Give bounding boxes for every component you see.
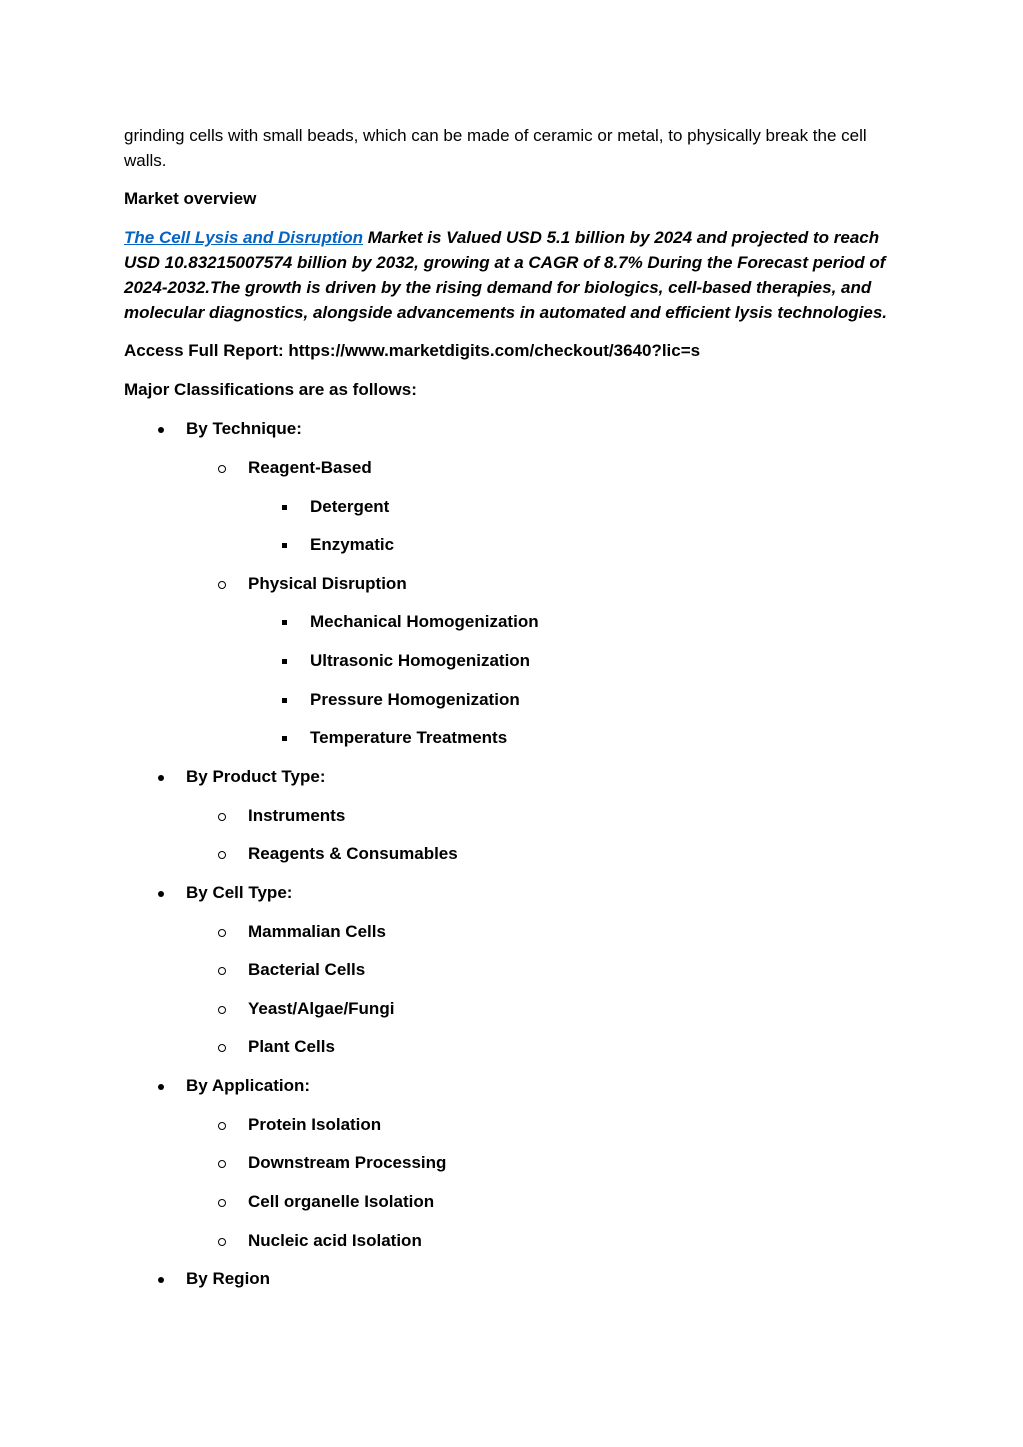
list-item [186, 1266, 270, 1291]
bullet-square-icon [278, 725, 290, 750]
bullet-circle-icon [215, 1034, 229, 1059]
bullet-dot-icon [155, 880, 167, 905]
list-item [248, 1150, 446, 1175]
bullet-circle-icon [215, 957, 229, 982]
list-item-label: Reagents & Consumables [248, 844, 458, 863]
list-item-label: Downstream Processing [248, 1153, 447, 1172]
bullet-circle-icon [215, 455, 229, 480]
list-item [310, 648, 530, 673]
list-item [248, 841, 458, 866]
list-item [248, 1228, 422, 1253]
bullet-circle-icon [215, 996, 229, 1021]
list-item [186, 1073, 310, 1098]
bullet-square-icon [278, 648, 290, 673]
bullet-dot-icon [155, 1266, 167, 1291]
market-summary-text: Market is Valued USD 5.1 billion by 2024 and projected to reach USD 10.83215007574 billion by 2032, growing at a CAGR of 8.7% During the Forecast period of 2024-2032.The growth is driven by the rising demand for biologics, cell-based therapies, and molecular diagnostics, alongside advancements in automated and efficient lysis technologies. [124, 228, 887, 322]
bullet-circle-icon [215, 571, 229, 596]
list-item [248, 803, 345, 828]
list-item-label: Yeast/Algae/Fungi [248, 999, 395, 1018]
list-item [310, 687, 520, 712]
list-item-label: By Cell Type: [186, 883, 293, 902]
market-summary-paragraph [124, 225, 899, 325]
list-item [310, 494, 389, 519]
list-item-label: By Application: [186, 1076, 311, 1095]
list-item [248, 919, 386, 944]
access-report-line: Access Full Report: https://www.marketdigits.com/checkout/3640?lic=s [124, 341, 701, 360]
list-item-label: Physical Disruption [248, 574, 407, 593]
bullet-circle-icon [215, 803, 229, 828]
list-item-label: Protein Isolation [248, 1115, 382, 1134]
bullet-circle-icon [215, 1150, 229, 1175]
list-item [310, 725, 507, 750]
bullet-square-icon [278, 687, 290, 712]
list-item [248, 455, 372, 480]
list-item [310, 609, 539, 634]
list-item-label: Cell organelle Isolation [248, 1192, 435, 1211]
bullet-circle-icon [215, 1228, 229, 1253]
bullet-square-icon [278, 532, 290, 557]
list-item-label: Pressure Homogenization [310, 690, 520, 709]
bullet-square-icon [278, 609, 290, 634]
list-item [248, 957, 365, 982]
major-classifications-heading: Major Classifications are as follows: [124, 380, 417, 399]
bullet-dot-icon [155, 1073, 167, 1098]
bullet-dot-icon [155, 416, 167, 441]
market-overview-heading: Market overview [124, 189, 257, 208]
list-item-label: Enzymatic [310, 535, 395, 554]
list-item-label: Bacterial Cells [248, 960, 366, 979]
bullet-dot-icon [155, 764, 167, 789]
list-item-label: By Technique: [186, 419, 302, 438]
list-item [248, 1034, 335, 1059]
list-item-label: Mechanical Homogenization [310, 612, 539, 631]
bullet-circle-icon [215, 1112, 229, 1137]
list-item-label: Nucleic acid Isolation [248, 1231, 422, 1250]
list-item [186, 764, 325, 789]
bullet-circle-icon [215, 841, 229, 866]
list-item [248, 1189, 434, 1214]
list-item [248, 571, 407, 596]
list-item [310, 532, 394, 557]
list-item [248, 996, 394, 1021]
list-item [186, 416, 302, 441]
list-item [186, 880, 292, 905]
bullet-circle-icon [215, 1189, 229, 1214]
market-report-link[interactable]: The Cell Lysis and Disruption [124, 228, 363, 247]
intro-paragraph: grinding cells with small beads, which can be made of ceramic or metal, to physically break the cell walls. [124, 126, 867, 170]
list-item-label: Temperature Treatments [310, 728, 508, 747]
list-item-label: Mammalian Cells [248, 922, 386, 941]
list-item-label: Detergent [310, 497, 390, 516]
list-item [248, 1112, 381, 1137]
list-item-label: Plant Cells [248, 1037, 335, 1056]
bullet-square-icon [278, 494, 290, 519]
list-item-label: By Product Type: [186, 767, 326, 786]
bullet-circle-icon [215, 919, 229, 944]
list-item-label: Ultrasonic Homogenization [310, 651, 531, 670]
list-item-label: Reagent-Based [248, 458, 372, 477]
list-item-label: By Region [186, 1269, 271, 1288]
list-item-label: Instruments [248, 806, 346, 825]
